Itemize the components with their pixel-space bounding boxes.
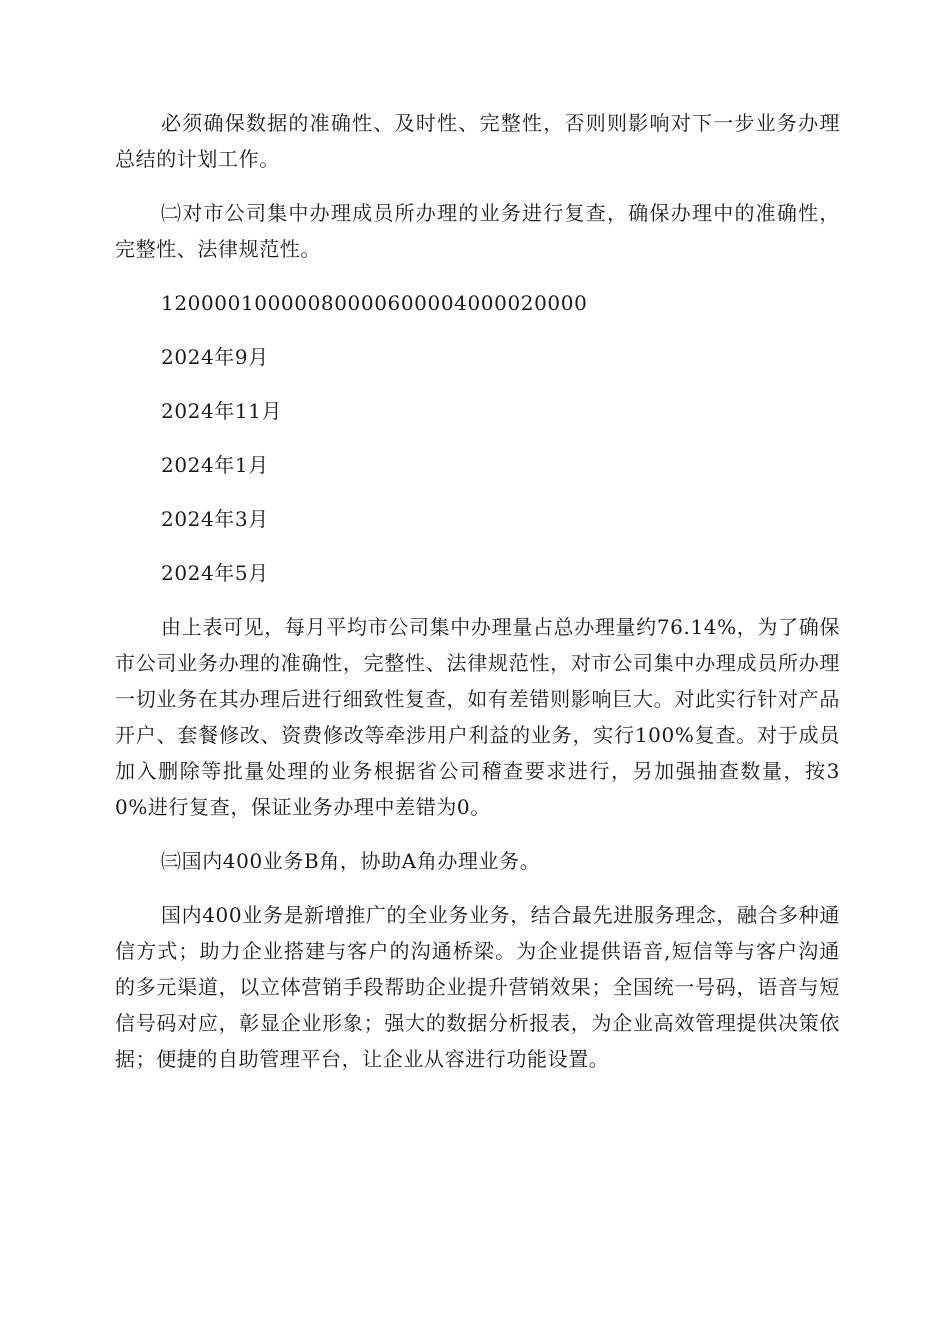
paragraph-review-section: ㈡对市公司集中办理成员所办理的业务进行复查，确保办理中的准确性，完整性、法律规范性。	[115, 201, 840, 261]
paragraph-month-sep: 2024年9月	[161, 345, 269, 369]
paragraph-month-mar: 2024年3月	[161, 507, 269, 531]
paragraph-data-accuracy: 必须确保数据的准确性、及时性、完整性，否则则影响对下一步业务办理总结的计划工作。	[115, 111, 840, 171]
paragraph-400-section: ㈢国内400业务B角，协助A角办理业务。	[161, 849, 541, 873]
paragraph-table-values: 12000010000080000600004000020000	[161, 291, 588, 315]
paragraph-month-nov: 2024年11月	[161, 399, 283, 423]
paragraph-month-may: 2024年5月	[161, 561, 269, 585]
paragraph-analysis: 由上表可见，每月平均市公司集中办理量占总办理量约76.14%，为了确保市公司业务办理的准确性，完整性、法律规范性，对市公司集中办理成员所办理一切业务在其办理后进行细致性复查，如有差错则影响巨大。对此实行针对产品开户、套餐修改、资费修改等牵涉用户利益的业务，实行100%复查。对于成员加入删除等批量处理的业务根据省公司稽查要求进行，另加强抽查数量，按30%进行复查，保证业务办理中差错为0。	[115, 615, 840, 819]
document-body	[115, 105, 840, 1095]
paragraph-month-jan: 2024年1月	[161, 453, 269, 477]
paragraph-400-description: 国内400业务是新增推广的全业务业务，结合最先进服务理念，融合多种通信方式；助力企业搭建与客户的沟通桥梁。为企业提供语音,短信等与客户沟通的多元渠道，以立体营销手段帮助企业提升营销效果；全国统一号码，语音与短信号码对应，彰显企业形象；强大的数据分析报表，为企业高效管理提供决策依据；便捷的自助管理平台，让企业从容进行功能设置。	[115, 903, 840, 1071]
